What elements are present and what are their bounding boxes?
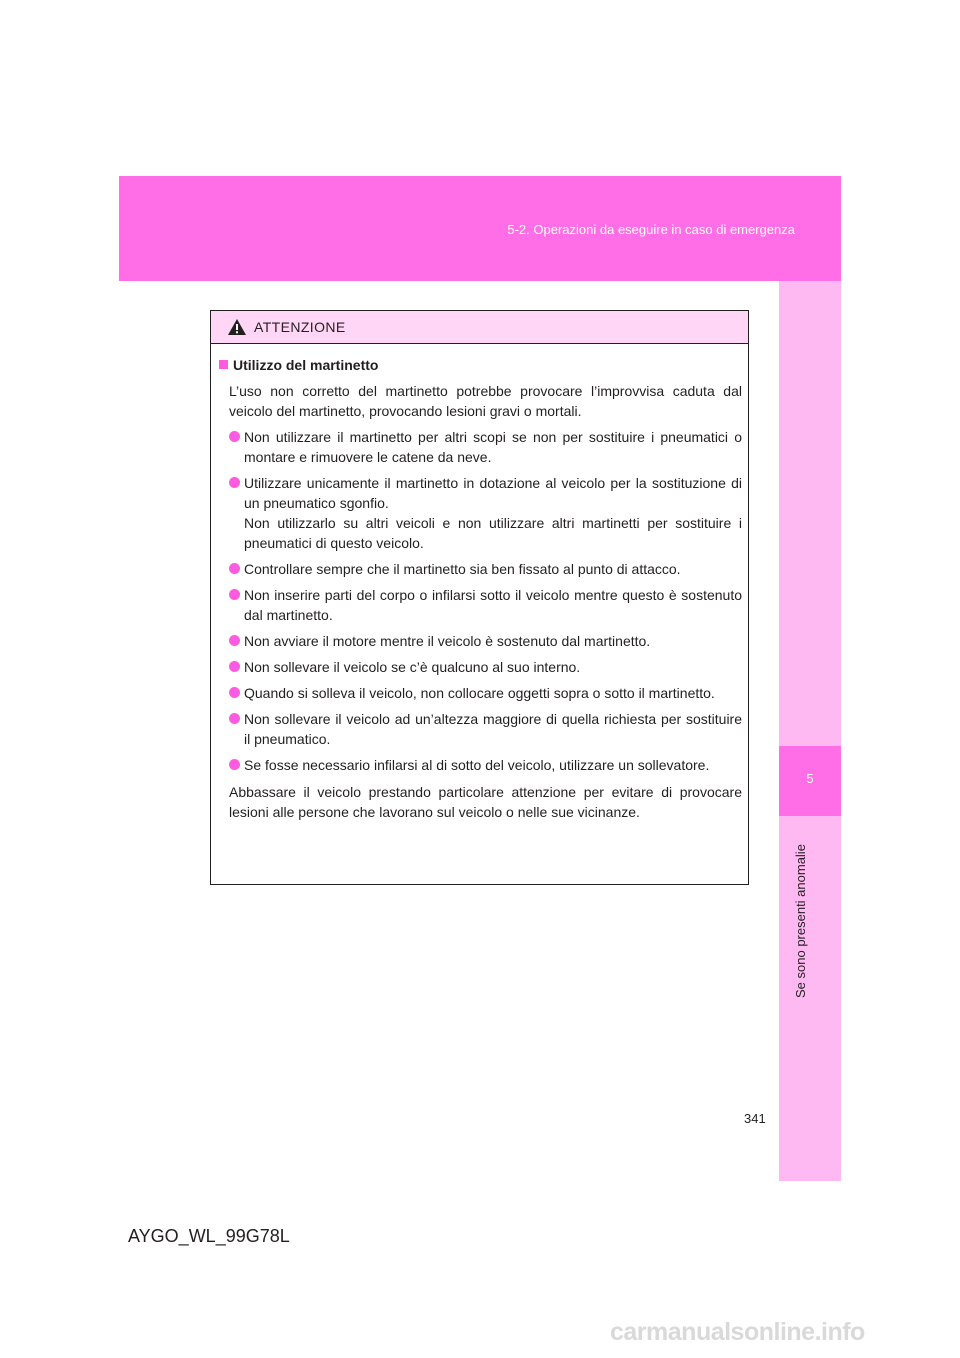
list-item (229, 755, 742, 775)
document-code: AYGO_WL_99G78L (128, 1226, 290, 1246)
header-band (119, 176, 841, 281)
bullet-dot-icon (229, 713, 240, 724)
list-item-text: Se fosse necessario infilarsi al di sotto del veicolo, utilizzare un sollevatore. (244, 757, 710, 773)
bullet-dot-icon (229, 589, 240, 600)
list-item (229, 473, 742, 553)
list-item (229, 585, 742, 625)
chapter-number: 5 (806, 771, 814, 786)
list-item-main: Utilizzare unicamente il martinetto in dotazione al veicolo per la sostituzione di un pneumatico sgonfio. (244, 475, 742, 511)
list-item-text: Quando si solleva il veicolo, non collocare oggetti sopra o sotto il martinetto. (244, 685, 715, 701)
warning-title: ATTENZIONE (254, 319, 346, 335)
warning-box (210, 310, 749, 885)
list-item-text: Non utilizzare il martinetto per altri scopi se non per sostituire i pneumatici o montare e rimuovere le catene da neve. (244, 429, 742, 465)
page-number: 341 (744, 1111, 766, 1126)
list-item (229, 559, 742, 579)
list-item-text (244, 473, 742, 553)
list-item (229, 631, 742, 651)
warning-body (211, 344, 748, 822)
warning-triangle-icon (227, 318, 247, 341)
bullet-dot-icon (229, 477, 240, 488)
bullet-dot-icon (229, 759, 240, 770)
list-item-text: Non inserire parti del corpo o infilarsi sotto il veicolo mentre questo è sostenuto dal martinetto. (244, 587, 742, 623)
list-item-text: Non sollevare il veicolo se c’è qualcuno al suo interno. (244, 659, 581, 675)
list-item-text: Controllare sempre che il martinetto sia ben fissato al punto di attacco. (244, 561, 681, 577)
bullet-dot-icon (229, 687, 240, 698)
list-item-text: Non sollevare il veicolo ad un’altezza maggiore di quella richiesta per sostituire il pneumatico. (244, 711, 742, 747)
list-item (229, 709, 742, 749)
section-title: 5-2. Operazioni da eseguire in caso di emergenza (507, 222, 795, 237)
bullet-dot-icon (229, 431, 240, 442)
square-bullet-icon (219, 360, 228, 369)
closing-text: Abbassare il veicolo prestando particolare attenzione per evitare di provocare lesioni alle persone che lavorano sul veicolo o nelle sue vicinanze. (229, 784, 742, 820)
intro-text: L’uso non corretto del martinetto potrebbe provocare l’improvvisa caduta dal veicolo del martinetto, provocando lesioni gravi o mortali. (229, 383, 742, 419)
list-item-extra: Non utilizzarlo su altri veicoli e non utilizzare altri martinetti per sostituire i pneumatici di questo veicolo. (244, 515, 742, 551)
list-item (229, 427, 742, 467)
chapter-number-block (779, 746, 841, 816)
bullet-dot-icon (229, 563, 240, 574)
chapter-label: Se sono presenti anomalie (793, 844, 808, 998)
list-item (229, 657, 742, 677)
bullet-dot-icon (229, 661, 240, 672)
watermark: carmanualsonline.info (610, 1318, 865, 1346)
warning-header (211, 311, 748, 344)
list-item (229, 683, 742, 703)
section-heading-text: Utilizzo del martinetto (233, 357, 379, 373)
bullet-dot-icon (229, 635, 240, 646)
chapter-side-tab (779, 281, 841, 1181)
section-heading (219, 355, 742, 375)
list-item-text: Non avviare il motore mentre il veicolo è sostenuto dal martinetto. (244, 633, 651, 649)
